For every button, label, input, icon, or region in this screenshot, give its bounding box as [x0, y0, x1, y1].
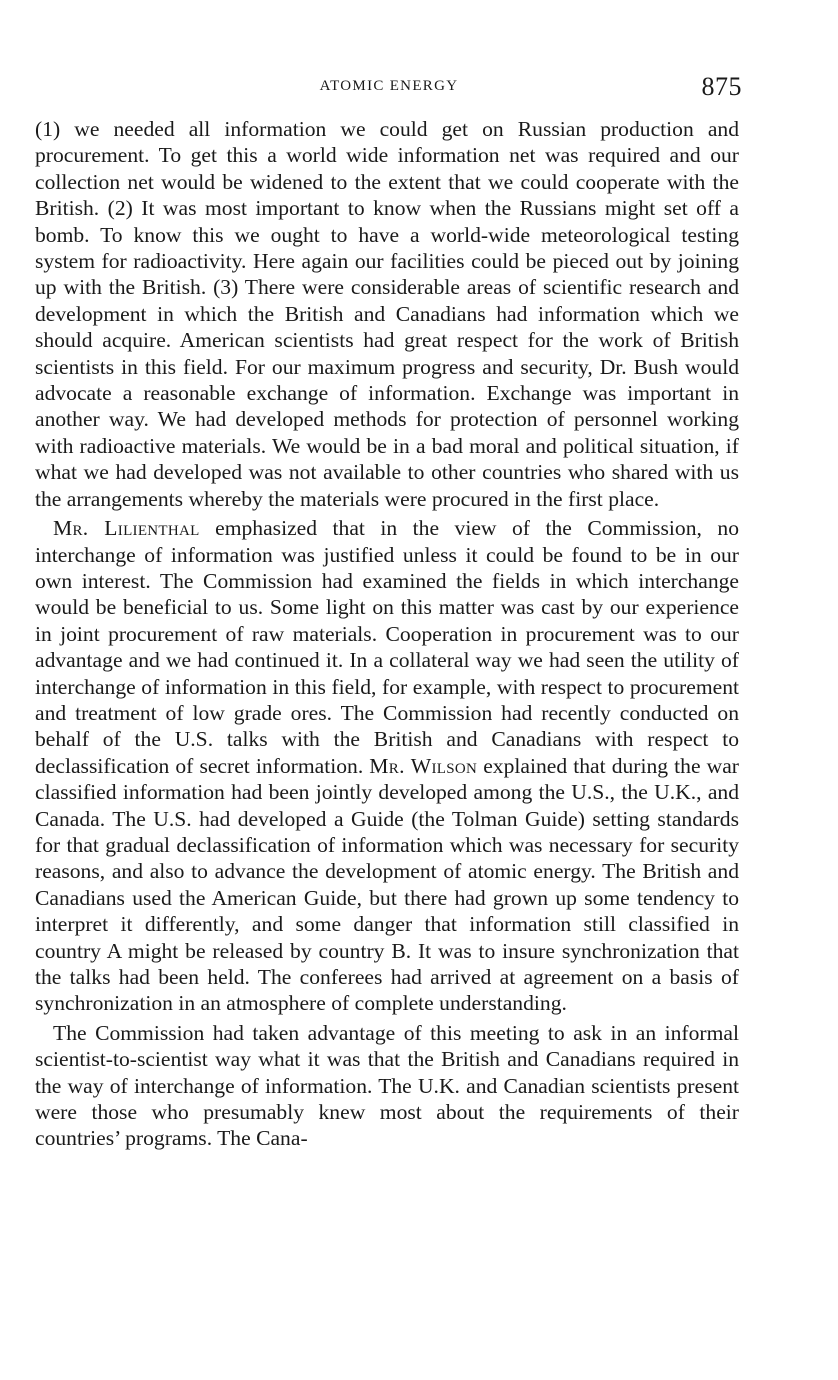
body-text [35, 116, 739, 1155]
paragraph-text: emphasized that in the view of the Commission, no interchange of information was justified unless it could be found to be in our own interest. The Commission had examined the fields in which interchange would be beneficial to us. Some light on this matter was cast by our experience in joint procurement of raw materials. Cooperation in procurement was to our advantage and we had continued it. In a collateral way we had seen the utility of interchange of information in this field, for example, with respect to procurement and treatment of low grade ores. The Commission had recently conducted on behalf of the U.S. talks with the British and Canadians with respect to declassification of secret information. [35, 516, 739, 778]
paragraph-lilienthal [35, 515, 739, 1017]
page-number: 875 [701, 72, 742, 101]
paragraph-text-2: explained that during the war classified information had been jointly developed among the U.S., the U.K., and Canada. The U.S. had developed a Guide (the Tolman Guide) setting standards for that gradual declassification of information which was necessary for security reasons, and also to advance the development of atomic energy. The British and Canadians used the American Guide, but there had grown up some tendency to interpret it differently, and some danger that information still classified in country A might be released by country B. It was to insure synchronization that the talks had been held. The conferees had arrived at agreement on a basis of synchronization in an atmosphere of complete understanding. [35, 753, 739, 1016]
running-title: ATOMIC ENERGY [319, 78, 459, 94]
paragraph-continuation: (1) we needed all information we could get on Russian production and procurement. To get this a world wide information net was required and our collection net would be widened to the extent that we could cooperate with the British. (2) It was most important to know when the Russians might set off a bomb. To know this we ought to have a world-wide meteorological testing system for radioactivity. Here again our facilities could be pieced out by joining up with the British. (3) There were considerable areas of scientific research and development in which the British and Canadians had information which we should acquire. American scientists had great respect for the work of British scientists in this field. For our maximum progress and security, Dr. Bush would advocate a reasonable exchange of information. Exchange was important in another way. We had developed methods for protection of personnel working with radioactive materials. We would be in a bad moral and political situation, if what we had developed was not available to other countries who shared with us the arrangements whereby the materials were procured in the first place. [35, 117, 739, 511]
paragraph-commission: The Commission had taken advantage of this meeting to ask in an informal scientist-to-scientist way what it was that the British and Canadians required in the way of interchange of information. The U.K. and Canadian scientists present were those who presumably knew most about the requirements of their countries’ programs. The Cana- [35, 1020, 739, 1151]
speaker-name-2: Mr. Wilson [369, 753, 478, 778]
running-head [36, 72, 742, 106]
speaker-name: Mr. Lilienthal [53, 516, 200, 541]
